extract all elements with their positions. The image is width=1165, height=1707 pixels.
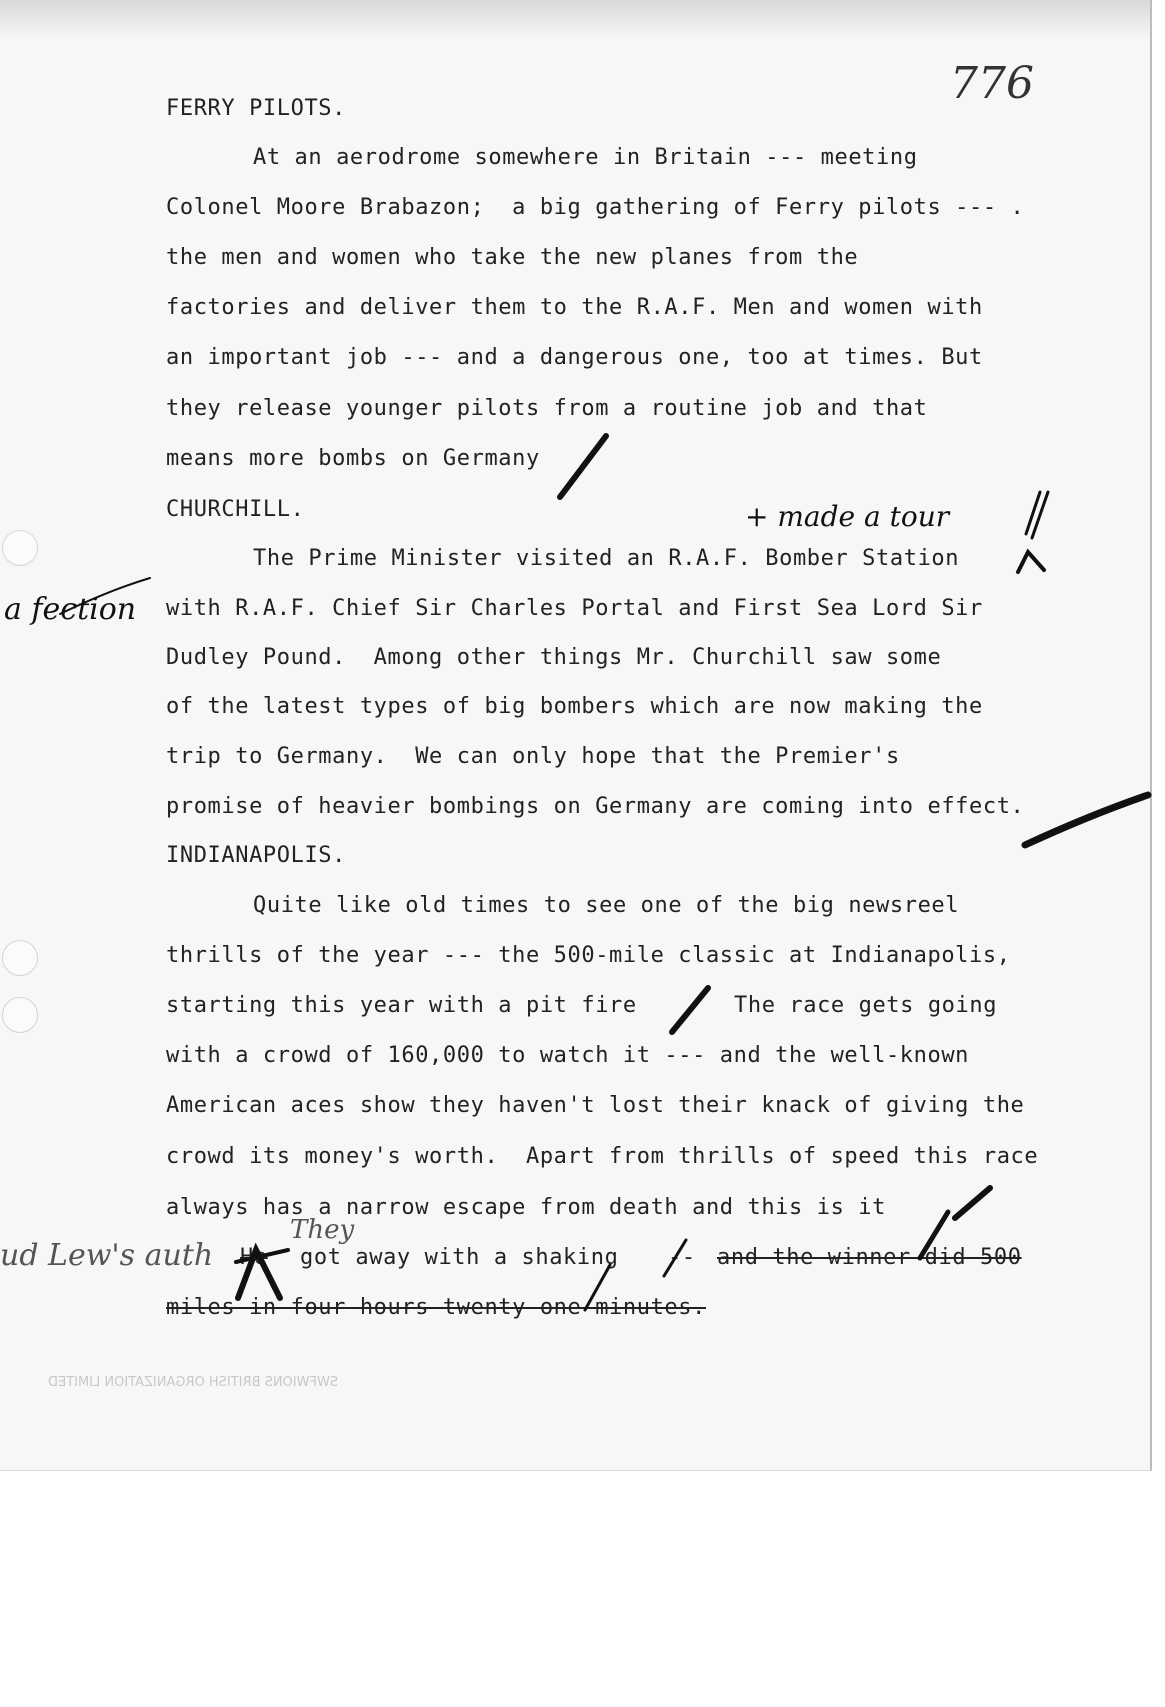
text-line: promise of heavier bombings on Germany are coming into effect. [166,794,1025,819]
text-line: with a crowd of 160,000 to watch it --- and the well-known [166,1043,970,1068]
text-line: trip to Germany. We can only hope that the Premier's [166,744,900,769]
text-line: the men and women who take the new planes from the [166,245,859,270]
handwritten-insert: + made a tour [745,500,950,533]
text-line: means more bombs on Germany [166,446,540,471]
text-line: crowd its money's worth. Apart from thrills of speed this race [166,1144,1039,1169]
struck-text: miles in four hours twenty-one minutes. [166,1295,706,1320]
text-line: -- [668,1245,696,1270]
text-line: thrills of the year --- the 500-mile classic at Indianapolis, [166,943,1011,968]
handwritten-insert: a fection [4,592,137,627]
text-line: At an aerodrome somewhere in Britain --- meeting [253,145,918,170]
text-line: always has a narrow escape from death and this is it [166,1195,886,1220]
page-number: 776 [950,58,1034,109]
text-line: they release younger pilots from a routine job and that [166,396,928,421]
text-line: Dudley Pound. Among other things Mr. Churchill saw some [166,645,942,670]
text-line: American aces show they haven't lost their knack of giving the [166,1093,1025,1118]
handwritten-margin-note: ud Lew's auth [0,1238,214,1273]
text-line: The race gets going [734,993,998,1018]
text-line: starting this year with a pit fire [166,993,637,1018]
text-line: an important job --- and a dangerous one, too at times. But [166,345,983,370]
punch-hole [2,530,38,566]
text-line: of the latest types of big bombers which are now making the [166,694,983,719]
bleed-through-text: SWFWIONS BRITISH ORGANIZATION LIMITED [48,1375,339,1390]
heading-ferry-pilots: FERRY PILOTS. [166,96,346,121]
text-line: with R.A.F. Chief Sir Charles Portal and First Sea Lord Sir [166,596,983,621]
text-line: Colonel Moore Brabazon; a big gathering of Ferry pilots --- . [166,195,1025,220]
struck-word: He [240,1245,268,1270]
punch-hole [2,940,38,976]
text-line: factories and deliver them to the R.A.F. Men and women with [166,295,983,320]
page-top-shadow [0,0,1150,40]
text-line: The Prime Minister visited an R.A.F. Bomber Station [253,546,960,571]
heading-indianapolis: INDIANAPOLIS. [166,843,346,868]
text-line: got away with a shaking [300,1245,619,1270]
heading-churchill: CHURCHILL. [166,497,305,522]
handwritten-insert: They [290,1215,355,1245]
text-line: Quite like old times to see one of the big newsreel [253,893,960,918]
punch-hole [2,997,38,1033]
struck-text: and the winner did 500 [717,1245,1022,1270]
